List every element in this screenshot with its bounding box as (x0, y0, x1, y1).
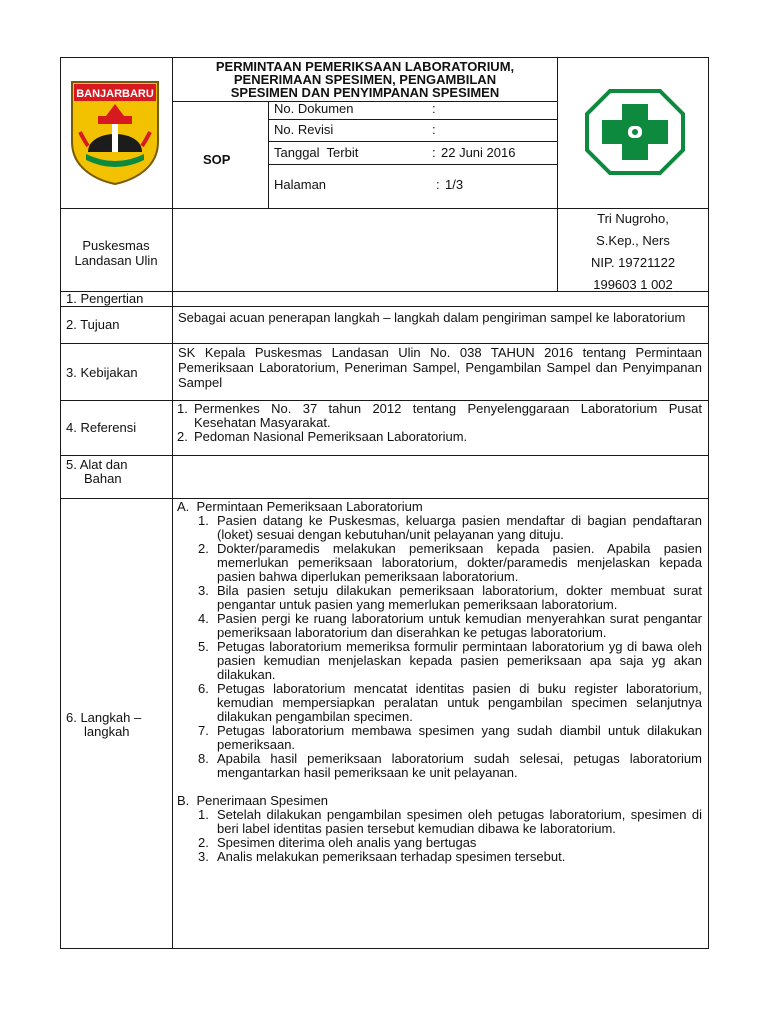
kebijakan-content: SK Kepala Puskesmas Landasan Ulin No. 038 TAHUN 2016 tentang Permintaan Pemeriksaan Laboratorium, Peneriman Sampel, Pengambilan Sampel dan Penyimpanan Sampel (178, 345, 702, 390)
label-kebijakan: 3. Kebijakan (66, 365, 138, 380)
part-b-title: B. Penerimaan Spesimen (177, 793, 329, 808)
label-langkah-1: 6. Langkah – (66, 710, 142, 725)
meta-page-value: 1/3 (445, 177, 464, 192)
logo-text: BANJARBARU (76, 88, 154, 100)
list-item: 5. Petugas laboratorium memeriksa formulir permintaan laboratorium yg di bawa oleh pasien kemudian menjelaskan kepada pasien pemeriksaan apa saja yg akan dilakukan. (198, 639, 702, 682)
signer-title: S.Kep., Ners (596, 233, 670, 248)
meta-date-label: Tanggal Terbit (274, 145, 359, 160)
list-item: 2. Pedoman Nasional Pemeriksaan Laboratorium. (177, 429, 468, 444)
langkah-content (172, 500, 702, 864)
org-name (60, 238, 172, 268)
list-item: 6. Petugas laboratorium mencatat identitas pasien di buku register laboratorium, kemudian mempersiapkan peralatan untuk pengambilan specimen selanjutnya dilakukan pengambilan specimen. (198, 681, 702, 724)
list-item: 2. Dokter/paramedis melakukan pemeriksaan kepada pasien. Apabila pasien memerlukan pemeriksaan laboratorium, dokter/paramedis menjelaskan kepada pasien bahwa diperlukan pemeriksaan laboratorium. (198, 541, 702, 584)
sop-label: SOP (203, 152, 231, 167)
banjarbaru-logo (68, 80, 162, 186)
meta-date-sep: : (432, 145, 436, 160)
list-item: 3. Analis melakukan pemeriksaan terhadap spesimen tersebut. (198, 849, 566, 864)
label-langkah-2: langkah (84, 724, 130, 739)
label-alat-1: 5. Alat dan (66, 457, 128, 472)
list-item: 3. Bila pasien setuju dilakukan pemeriksaan laboratorium, dokter membuat surat pengantar untuk pasien yang memerlukan pemeriksaan laboratorium. (198, 583, 702, 612)
tujuan-content: Sebagai acuan penerapan langkah – langkah dalam pengiriman sampel ke laboratorium (178, 310, 686, 325)
list-item: 1. Pasien datang ke Puskesmas, keluarga pasien mendaftar di bagian pendaftaran (loket) sesuai dengan kebutuhan/unit pelayanan yang dituju. (198, 513, 702, 542)
part-a-steps (172, 514, 702, 780)
label-alat-2: Bahan (84, 471, 122, 486)
meta-date-value: 22 Juni 2016 (441, 145, 516, 160)
meta-page-label: Halaman (274, 177, 327, 192)
signer-nip: NIP. 19721122 (590, 255, 676, 270)
referensi-list (172, 402, 702, 444)
list-item: 1. Permenkes No. 37 tahun 2012 tentang Penyelenggaraan Laboratorium Pusat Kesehatan Masyarakat. (177, 401, 702, 430)
part-b-steps (172, 808, 702, 864)
document-title (172, 60, 558, 99)
part-a-title: A. Permintaan Pemeriksaan Laboratorium (177, 499, 423, 514)
signer-name: Tri Nugroho, (597, 211, 669, 226)
label-pengertian: 1. Pengertian (66, 291, 144, 306)
title-line: PENERIMAAN SPESIMEN, PENGAMBILAN (233, 72, 497, 87)
list-item: 8. Apabila hasil pemeriksaan laboratorium sudah selesai, petugas laboratorium mengantarkan hasil pemeriksaan ke unit pelayanan. (198, 751, 702, 780)
signer-nip-cont: 199603 1 002 (593, 277, 673, 292)
title-line: PERMINTAAN PEMERIKSAAN LABORATORIUM, (215, 59, 515, 74)
label-referensi: 4. Referensi (66, 420, 137, 435)
list-item: 2. Spesimen diterima oleh analis yang bertugas (198, 835, 477, 850)
org-name-text: Puskesmas Landasan Ulin (74, 238, 158, 268)
meta-rev-sep: : (432, 122, 436, 137)
meta-rev-label: No. Revisi (274, 122, 334, 137)
meta-doc-sep: : (432, 101, 436, 116)
list-item: 1. Setelah dilakukan pengambilan spesimen oleh petugas laboratorium, spesimen di beri label identitas pasien tersebut kemudian dibawa ke laboratorium. (198, 807, 702, 836)
meta-page-sep: : (436, 177, 440, 192)
puskesmas-logo (584, 88, 686, 176)
title-line: SPESIMEN DAN PENYIMPANAN SPESIMEN (230, 85, 500, 100)
meta-doc-label: No. Dokumen (274, 101, 354, 116)
label-tujuan: 2. Tujuan (66, 317, 120, 332)
signer-block (558, 208, 708, 296)
list-item: 4. Pasien pergi ke ruang laboratorium untuk kemudian menyerahkan surat pengantar pemeriksaan laboratorium dan diserahkan ke petugas laboratorium. (198, 611, 702, 640)
list-item: 7. Petugas laboratorium membawa spesimen yang sudah diambil untuk dilakukan pemeriksaan. (198, 723, 702, 752)
